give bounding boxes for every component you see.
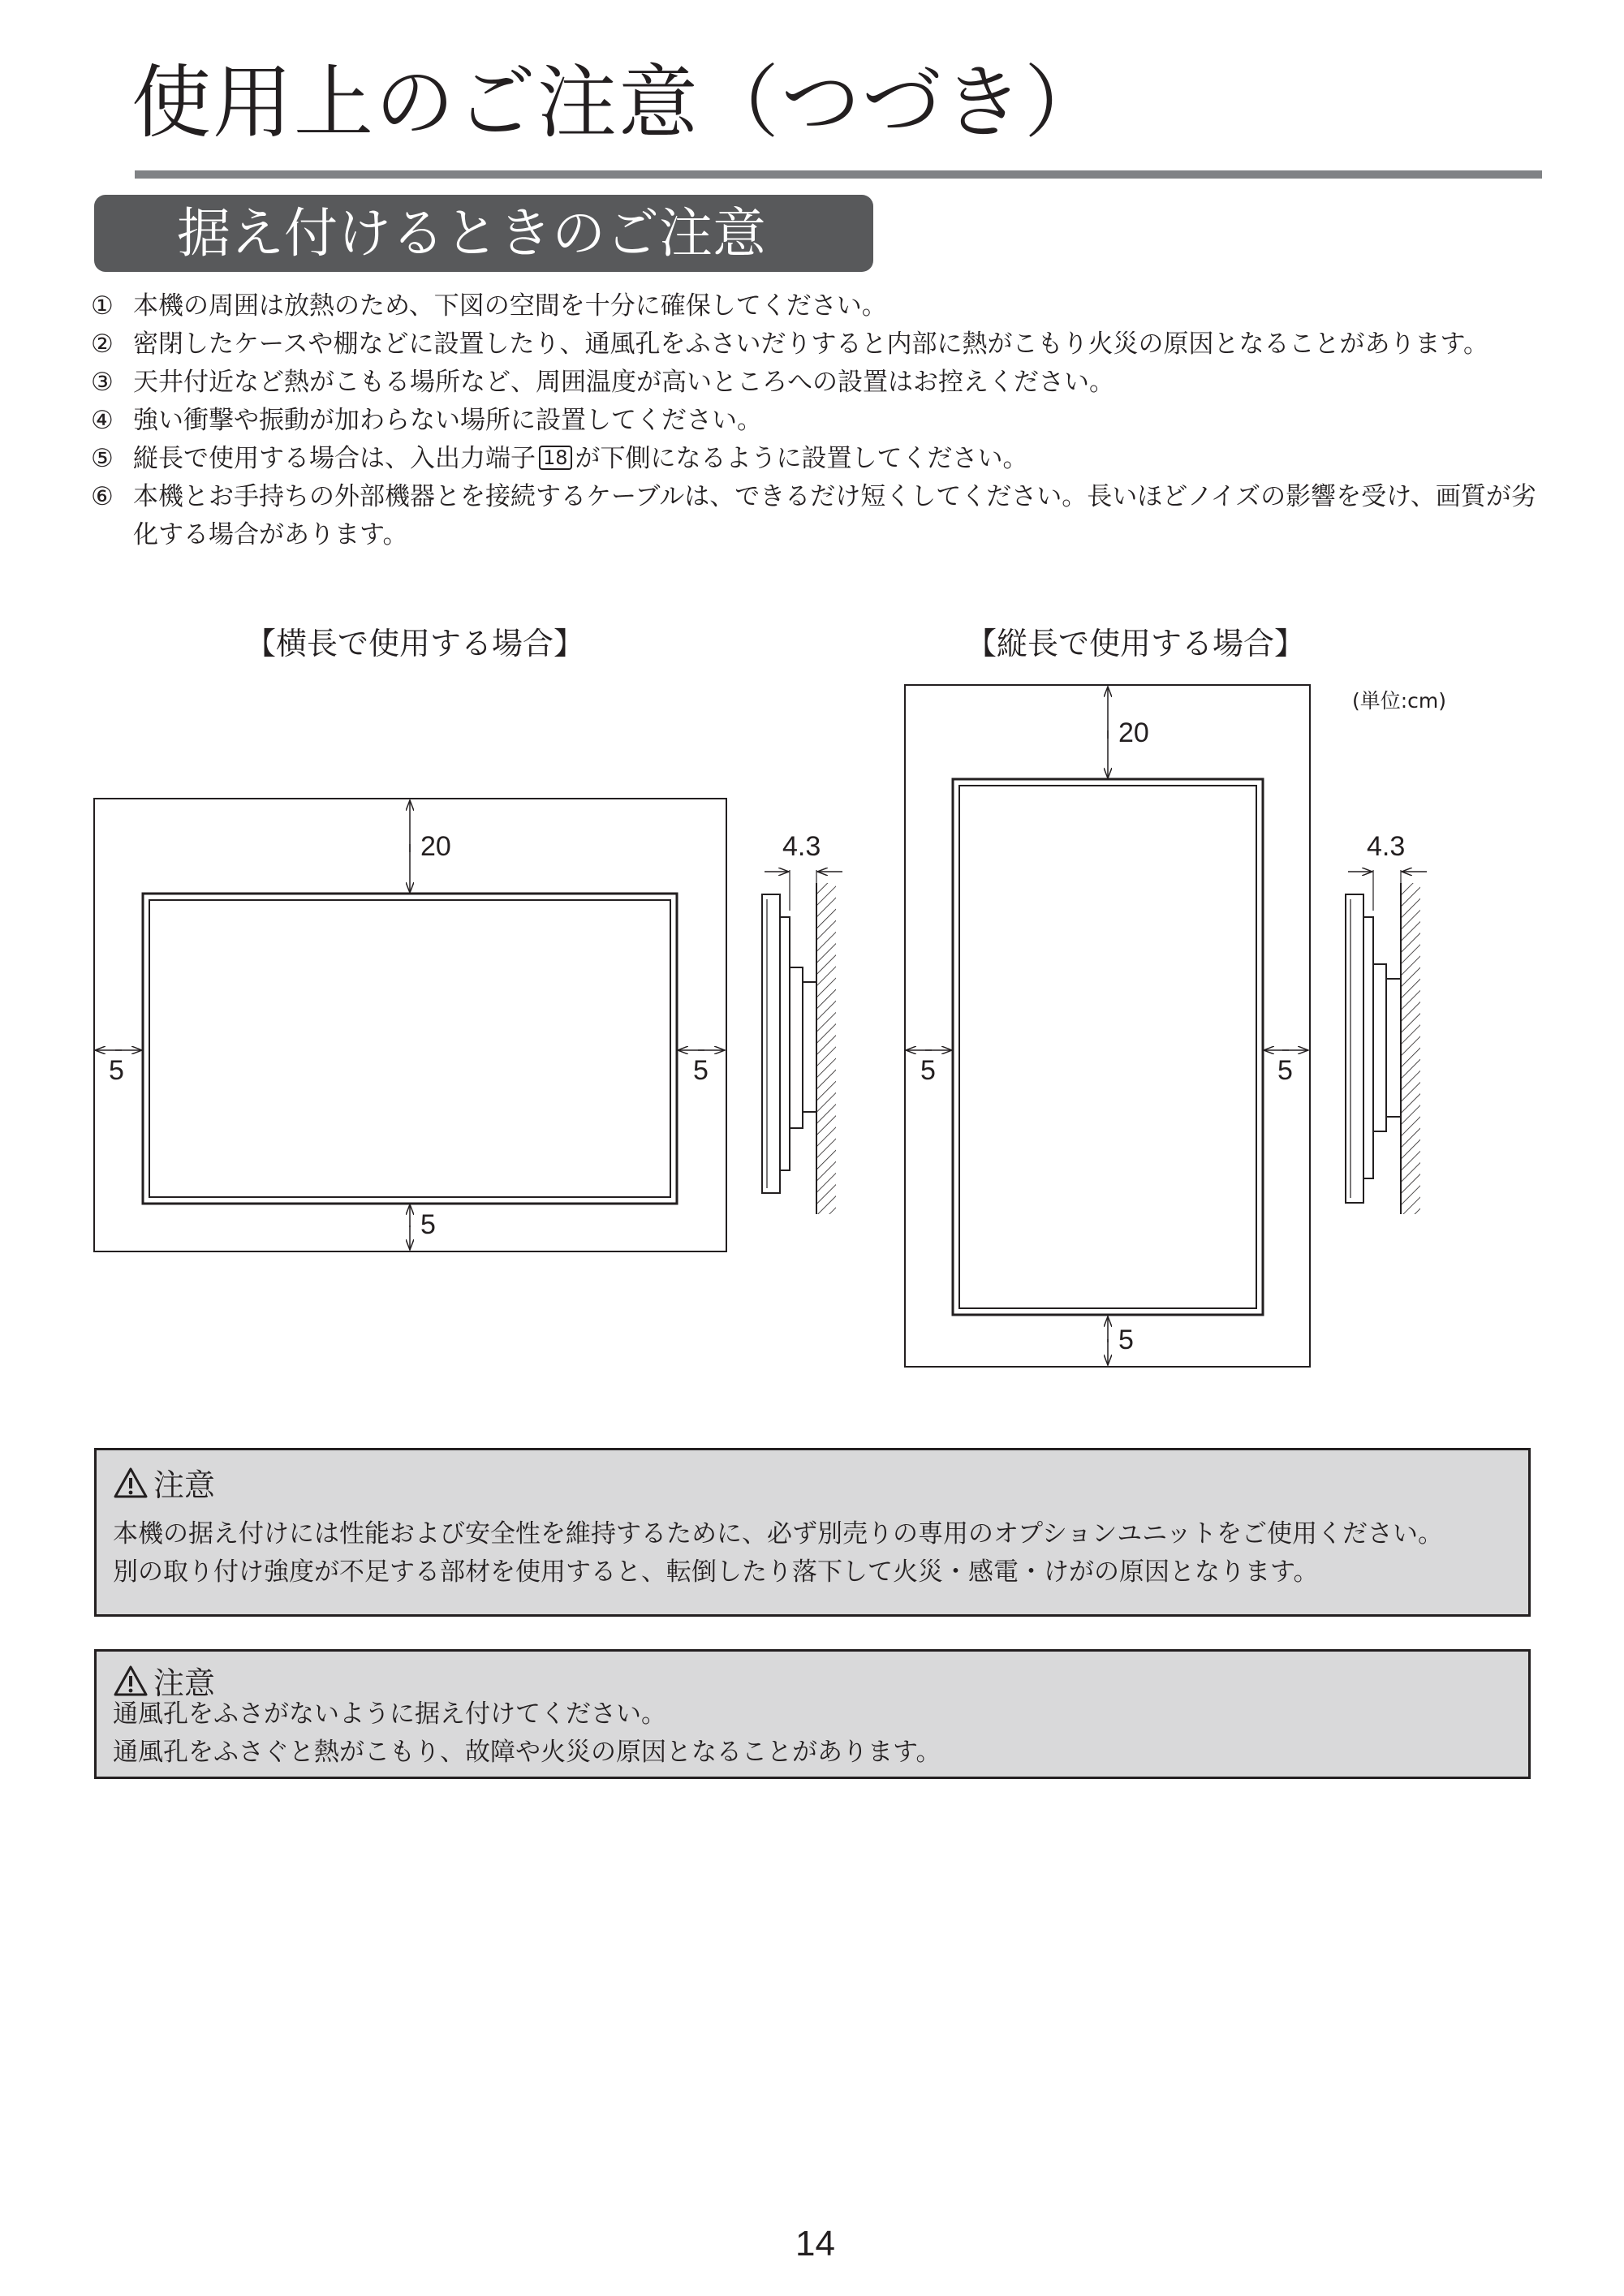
item-number: ① xyxy=(91,291,114,321)
landscape-right-clearance: 5 xyxy=(693,1055,709,1086)
portrait-clearance-area xyxy=(905,685,1310,1367)
portrait-side-view xyxy=(1346,870,1427,1214)
display-rear-body xyxy=(780,917,790,1170)
portrait-right-clearance: 5 xyxy=(1277,1055,1293,1086)
landscape-diagram-title: 【横長で使用する場合】 xyxy=(245,626,585,661)
landscape-side-view xyxy=(762,870,842,1214)
page-title: 使用上のご注意（つづき） xyxy=(131,57,1106,149)
display-side-profile xyxy=(1346,894,1363,1203)
item-text: 強い衝撃や振動が加わらない場所に設置してください。 xyxy=(133,406,762,435)
warning-triangle-icon xyxy=(113,1665,149,1697)
portrait-diagram-title: 【縦長で使用する場合】 xyxy=(966,626,1306,661)
portrait-depth: 4.3 xyxy=(1367,831,1406,862)
caution-line: 通風孔をふさがないように据え付けてください。 xyxy=(113,1699,666,1729)
item-number: ⑥ xyxy=(91,482,114,511)
item-text: 縦長で使用する場合は、入出力端子 xyxy=(133,444,536,473)
page-number: 14 xyxy=(795,2224,835,2264)
wall-mount-bracket xyxy=(790,967,803,1128)
item-number: ③ xyxy=(91,368,114,397)
landscape-front-view xyxy=(94,799,726,1251)
wall-plate xyxy=(803,982,816,1112)
landscape-left-clearance: 5 xyxy=(109,1055,124,1086)
section-title: 据え付けるときのご注意 xyxy=(177,202,766,265)
portrait-front-view xyxy=(905,685,1310,1367)
wall-plate xyxy=(1386,979,1401,1117)
display-rear-body xyxy=(1363,917,1373,1178)
caution-line: 別の取り付け強度が不足する部材を使用すると、転倒したり落下して火災・感電・けがの原因となります。 xyxy=(113,1557,1319,1587)
display-side-profile xyxy=(762,894,780,1193)
landscape-bottom-clearance: 5 xyxy=(420,1209,436,1240)
portrait-top-clearance: 20 xyxy=(1118,717,1149,748)
portrait-left-clearance: 5 xyxy=(920,1055,936,1086)
portrait-display-outline xyxy=(953,779,1263,1315)
item-text: 本機の周囲は放熱のため、下図の空間を十分に確保してください。 xyxy=(133,291,887,321)
caution-title: 注意 xyxy=(153,1665,216,1701)
caution-box xyxy=(94,1448,1531,1617)
wall xyxy=(1401,883,1420,1214)
portrait-display-inner xyxy=(959,786,1256,1308)
item-number: ④ xyxy=(91,406,114,435)
caution-line: 通風孔をふさぐと熱がこもり、故障や火災の原因となることがあります。 xyxy=(113,1738,941,1767)
landscape-display-outline xyxy=(143,894,677,1204)
unit-label: (単位:cm) xyxy=(1352,689,1447,713)
caution-box xyxy=(94,1649,1531,1779)
wall-mount-bracket xyxy=(1373,964,1386,1131)
warning-triangle-icon xyxy=(113,1467,149,1499)
page-reference-badge: 18 xyxy=(539,446,572,470)
landscape-top-clearance: 20 xyxy=(420,831,451,862)
item-text: が下側になるように設置してください。 xyxy=(575,444,1028,473)
portrait-bottom-clearance: 5 xyxy=(1118,1325,1134,1355)
item-text: 天井付近など熱がこもる場所など、周囲温度が高いところへの設置はお控えください。 xyxy=(133,368,1114,397)
item-text: 密閉したケースや棚などに設置したり、通風孔をふさいだりすると内部に熱がこもり火災の原因となることがあります。 xyxy=(133,330,1488,359)
landscape-depth: 4.3 xyxy=(782,831,821,862)
item-number: ⑤ xyxy=(91,444,114,473)
caution-line: 本機の据え付けには性能および安全性を維持するために、必ず別売りの専用のオプションユニットをご使用ください。 xyxy=(113,1519,1443,1549)
item-text: 本機とお手持ちの外部機器とを接続するケーブルは、できるだけ短くしてください。長いほどノイズの影響を受け、画質が劣化する場合があります。 xyxy=(133,482,1536,549)
landscape-display-inner xyxy=(149,900,670,1197)
caution-title: 注意 xyxy=(153,1467,216,1503)
wall xyxy=(816,883,836,1214)
item-number: ② xyxy=(91,330,114,359)
